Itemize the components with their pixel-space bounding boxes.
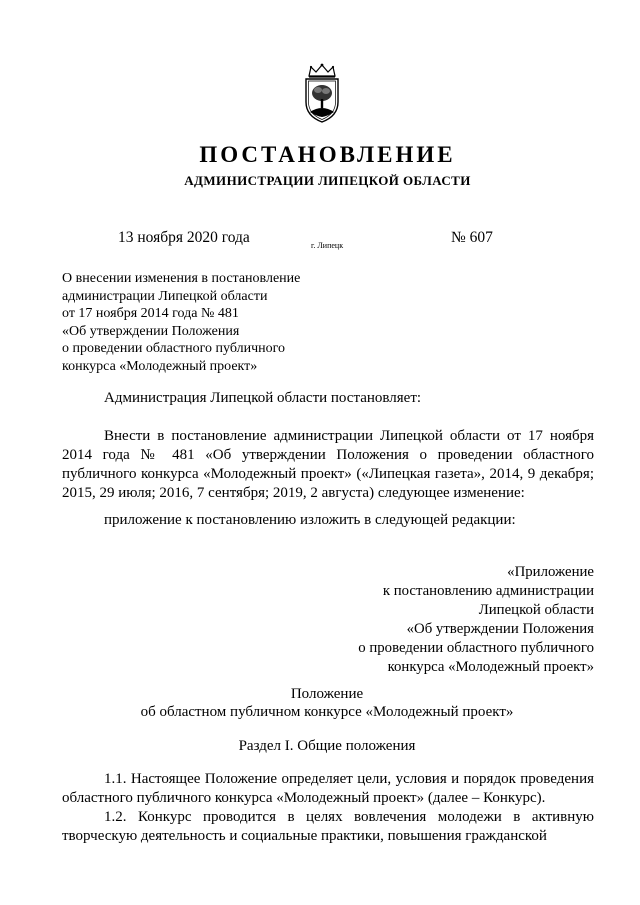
subject-line: конкурса «Молодежный проект» [62,358,258,374]
regulation-heading [62,685,592,721]
decree-number: № 607 [451,229,493,246]
subject-line: администрации Липецкой области [62,288,268,304]
clause: 1.2. Конкурс проводится в целях вовлечения молодежи в активную творческую деятельность и социальные практики, повышения гражданской [62,809,594,844]
decree-subject [62,270,362,376]
annex-statement: приложение к постановлению изложить в следующей редакции: [104,512,516,528]
subject-line: «Об утверждении Положения [62,323,240,339]
appendix-line: конкурса «Молодежный проект» [387,659,594,675]
main-paragraph-text: Внести в постановление администрации Липецкой области от 17 ноября 2014 года № 481 «Об утверждении Положения о проведении областного публичного конкурса «Молодежный проект» («Липецкая газета», 2014, 9 декабря; 2015, 29 июля; 2016, 7 сентября; 2019, 2 августа) следующее изменение: [62,428,594,501]
section-title: Раздел I. Общие положения [238,738,416,754]
appendix-line: о проведении областного публичного [358,640,594,656]
appendix-line: «Об утверждении Положения [406,621,594,637]
regulation-heading-line: об областном публичном конкурсе «Молодежный проект» [140,704,514,720]
coat-of-arms-icon [300,62,344,124]
appendix-line: «Приложение [507,564,594,580]
appendix-line: Липецкой области [478,602,594,618]
decree-city: г. Липецк [311,241,344,250]
regulation-heading-line: Положение [290,686,364,702]
document-title: ПОСТАНОВЛЕНИЕ [199,142,456,167]
subject-line: О внесении изменения в постановление [62,271,301,286]
decree-date: 13 ноября 2020 года [118,229,250,246]
decree-statement: Администрация Липецкой области постановляет: [104,390,422,406]
clauses [62,770,594,846]
subject-line: от 17 ноября 2014 года № 481 [62,306,239,322]
main-paragraph [62,427,594,503]
appendix-line: к постановлению администрации [382,583,594,599]
document-subtitle: АДМИНИСТРАЦИИ ЛИПЕЦКОЙ ОБЛАСТИ [184,173,471,188]
appendix-header [300,563,594,677]
clause: 1.1. Настоящее Положение определяет цели, условия и порядок проведения областного публичного конкурса «Молодежный проект» (далее – Конкурс). [62,771,594,806]
subject-line: о проведении областного публичного [62,341,286,357]
